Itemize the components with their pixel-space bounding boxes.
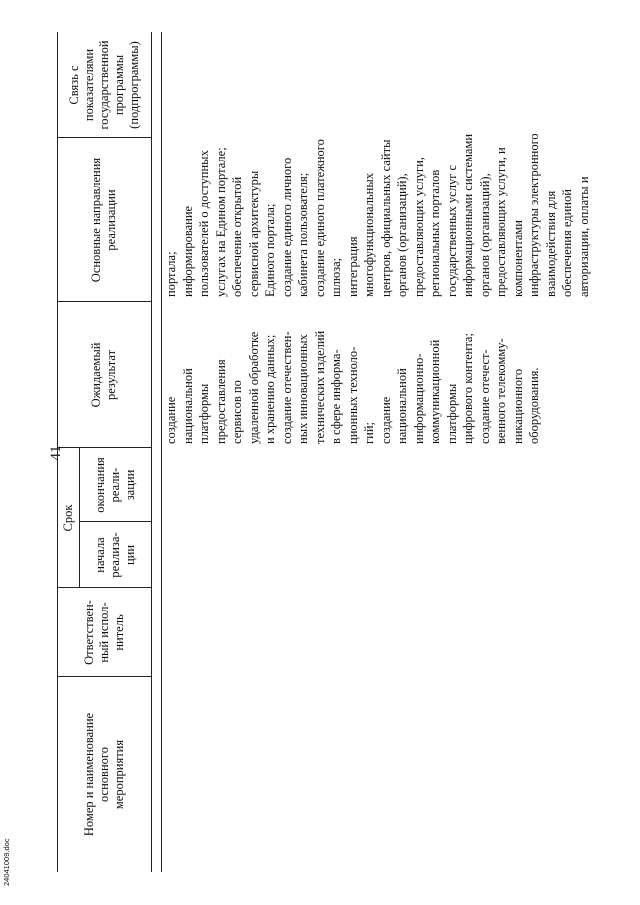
header-text-line: (подпрограммы) <box>126 41 141 129</box>
header-text-line: Номер и наименование <box>81 712 96 837</box>
text-line: центров, официальных сайты <box>378 139 393 297</box>
text-line: взаимодействия для <box>543 190 558 297</box>
footer-doc-code: 24041009.doc <box>2 838 11 886</box>
header-text-line: основного <box>96 747 111 802</box>
text-line: создание отечествен- <box>279 331 294 444</box>
header-start <box>79 522 152 588</box>
text-line: создание <box>378 396 393 444</box>
header-bottom-double-line <box>161 32 162 872</box>
text-line: оборудования. <box>527 367 541 444</box>
text-line: информационно- <box>411 353 426 444</box>
header-text-line: нитель <box>111 614 126 651</box>
text-line: обеспечения единой <box>560 189 574 297</box>
text-line: информационными системами <box>461 133 475 297</box>
column-divider <box>57 676 151 677</box>
header-end <box>79 448 152 522</box>
main-directions-cell <box>163 133 592 297</box>
text-line: информирование <box>180 205 195 297</box>
text-line: гий; <box>362 422 376 444</box>
text-line: удаленной обработке <box>246 331 261 444</box>
header-text-line: реали- <box>107 467 122 503</box>
text-line: предоставления <box>213 359 228 444</box>
text-line: платформы <box>197 383 211 444</box>
text-line: органов (организаций), <box>395 173 409 297</box>
text-line: ционных техноло- <box>345 346 360 444</box>
text-line: пользователей о доступных <box>197 150 211 297</box>
expected-result-cell <box>163 331 543 444</box>
header-text-line: ный испол- <box>96 602 111 663</box>
text-line: интеграция <box>345 236 360 297</box>
page-number: 41 <box>48 445 64 461</box>
header-text-line: показателями <box>81 48 96 122</box>
header-text-line: результат <box>104 349 118 401</box>
header-text-line: программы <box>111 54 126 116</box>
text-line: цифрового контента; <box>461 333 475 444</box>
header-expected-result <box>57 302 152 448</box>
text-line: венного телекомму- <box>494 338 508 444</box>
text-line: предоставляющих услуги, <box>411 157 426 297</box>
text-line: инфраструктуры электронного <box>527 133 541 297</box>
table-top-border <box>57 32 58 872</box>
header-text-line: государственной <box>96 40 111 130</box>
header-link-to-indicators <box>57 32 152 138</box>
header-text-line: Основные направления <box>89 157 103 283</box>
text-line: кабинета пользователя; <box>296 172 310 297</box>
header-responsible-executor <box>57 588 152 677</box>
column-divider <box>57 301 151 302</box>
text-line: сервисной архитектуры <box>246 170 261 297</box>
column-divider <box>57 587 151 588</box>
text-line: региональных порталов <box>428 169 442 297</box>
text-line: предоставляющих услуги, и <box>494 147 508 297</box>
text-line: компонентами <box>510 220 525 297</box>
text-line: ных инновационных <box>296 334 310 444</box>
header-text-line: начала <box>92 537 107 573</box>
rotated-table-page <box>57 32 627 872</box>
text-line: национальной <box>180 368 195 444</box>
text-line: многофункциональных <box>362 173 376 297</box>
header-text-line: реализации <box>104 189 118 251</box>
text-line: платформы <box>444 383 459 444</box>
header-activity-name <box>57 677 152 872</box>
text-line: услугах на Едином портале; <box>213 147 228 297</box>
text-line: государственных услуг с <box>444 164 459 297</box>
column-divider <box>79 521 151 522</box>
text-line: создание отечест- <box>477 349 492 444</box>
text-line: национальной <box>395 368 409 444</box>
header-text-line: Срок <box>60 504 75 532</box>
header-text-line: Ответствен- <box>81 600 96 665</box>
header-text-line: зации <box>122 469 137 501</box>
text-line: в сфере информа- <box>329 349 343 444</box>
header-text-line: ции <box>122 544 137 566</box>
header-text-line: Ожидаемый <box>89 342 103 408</box>
column-divider <box>57 447 151 448</box>
text-line: портала; <box>164 251 178 297</box>
column-divider <box>57 137 151 138</box>
term-subheader-line <box>79 448 80 588</box>
text-line: Единого портала; <box>263 203 277 297</box>
text-line: создание <box>164 396 178 444</box>
header-text-line: Связь с <box>66 65 81 105</box>
text-line: технических изделий <box>312 330 327 444</box>
text-line: коммуникационной <box>428 339 442 444</box>
header-text-line: окончания <box>92 457 107 513</box>
header-text-line: реализа- <box>107 532 122 578</box>
text-line: обеспечение открытой <box>230 176 244 297</box>
text-line: никационного <box>510 368 525 444</box>
text-line: сервисов по <box>230 380 244 444</box>
text-line: и хранению данных; <box>263 334 277 444</box>
text-line: авторизации, оплаты и <box>576 176 591 297</box>
text-line: создание единого платежного <box>312 139 327 297</box>
header-text-line: мероприятия <box>111 739 126 810</box>
text-line: шлюза; <box>329 257 343 297</box>
text-line: органов (организаций), <box>477 173 492 297</box>
header-term <box>57 448 79 588</box>
header-main-directions <box>57 138 152 302</box>
text-line: создание единого личного <box>279 157 294 297</box>
